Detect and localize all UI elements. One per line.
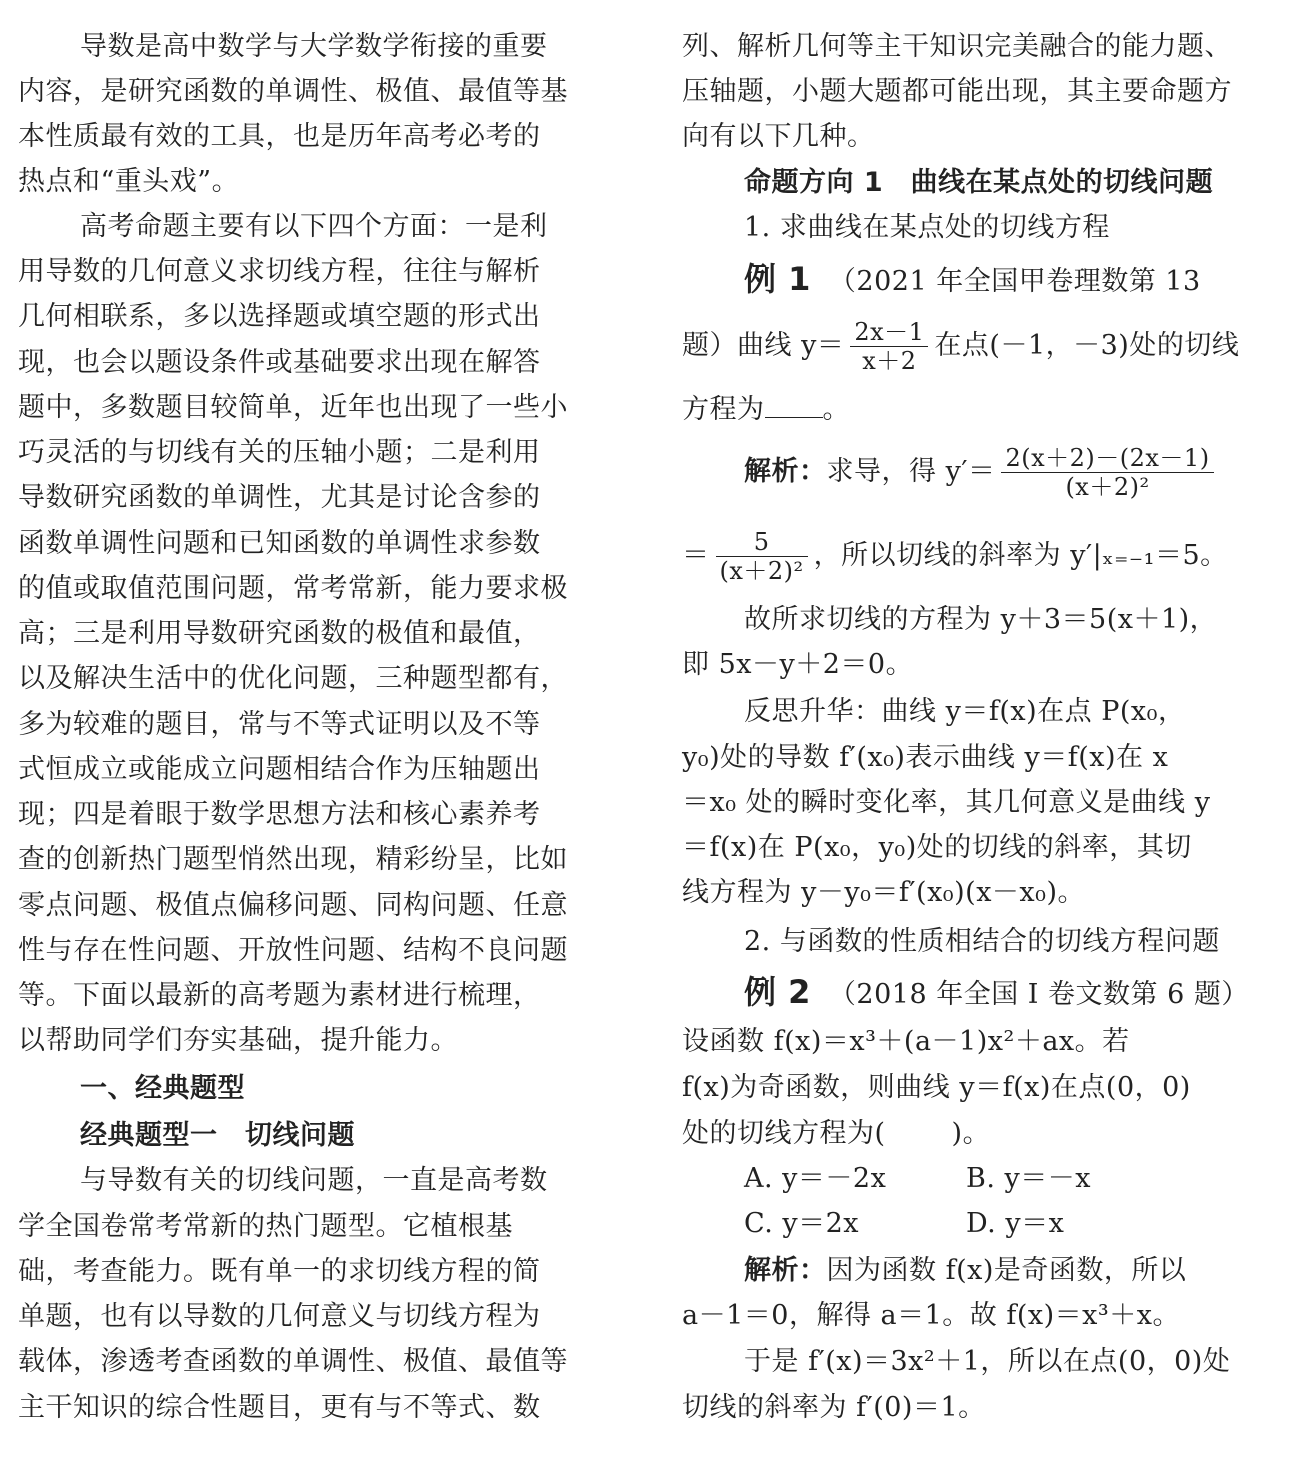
solution-line: 故所求切线的方程为 y＋3＝5(x＋1)， (744, 604, 1218, 635)
paragraph-line: 导数研究函数的单调性，尤其是讨论含参的 (18, 482, 541, 513)
option-a: A. y＝－2x (744, 1163, 887, 1194)
question-text: 方程为 (682, 394, 765, 425)
denominator: (x＋2)² (719, 557, 804, 585)
example-label: 例 2 (744, 973, 811, 1011)
paragraph-line: 载体，渗透考查函数的单调性、极值、最值等 (18, 1346, 568, 1377)
reflection-line: y₀)处的导数 f′(x₀)表示曲线 y＝f(x)在 x (682, 742, 1169, 773)
fraction (1001, 444, 1213, 501)
subsection-heading: 经典题型一 切线问题 (80, 1120, 355, 1151)
example-label: 例 1 (744, 260, 811, 298)
paragraph-line: 主干知识的综合性题目，更有与不等式、数 (18, 1392, 541, 1423)
paragraph-line: 向有以下几种。 (682, 121, 875, 152)
paragraph-line: 础，考查能力。既有单一的求切线方程的简 (18, 1256, 541, 1287)
paragraph-line: 的值或取值范围问题，常考常新，能力要求极 (18, 573, 568, 604)
option-b: B. y＝－x (966, 1163, 1091, 1194)
options-row (744, 1162, 1282, 1196)
paragraph-line: 等。下面以最新的高考题为素材进行梳理， (18, 980, 541, 1011)
question-text: 在点(－1，－3)处的切线 (934, 330, 1240, 361)
fraction (850, 318, 928, 375)
question-line (682, 1117, 1282, 1151)
option-d: D. y＝x (966, 1208, 1065, 1239)
question-line: f(x)为奇函数，则曲线 y＝f(x)在点(0，0) (682, 1072, 1191, 1103)
paragraph-line: 以及解决生活中的优化问题，三种题型都有， (18, 663, 568, 694)
paragraph-line: 本性质最有效的工具，也是历年高考必考的 (18, 121, 541, 152)
solution-text: ＝ (682, 540, 710, 571)
reflection-label: 反思升华： (744, 696, 882, 727)
reflection-line: 线方程为 y－y₀＝f′(x₀)(x－x₀)。 (682, 877, 1085, 908)
solution-line: 即 5x－y＋2＝0。 (682, 649, 914, 680)
paragraph-line: 函数单调性问题和已知函数的单调性求参数 (18, 528, 541, 559)
section-heading: 一、经典题型 (80, 1073, 245, 1104)
paragraph-line: 用导数的几何意义求切线方程，往往与解析 (18, 256, 541, 287)
paragraph-line: 式恒成立或能成立问题相结合作为压轴题出 (18, 754, 541, 785)
reflection-line (744, 695, 1282, 729)
paragraph-line: 题中，多数题目较简单，近年也出现了一些小 (18, 392, 568, 423)
reflection-line: ＝x₀ 处的瞬时变化率，其几何意义是曲线 y (682, 787, 1211, 818)
numerator: 2x－1 (850, 318, 928, 347)
solution-label: 解析： (744, 456, 827, 487)
example-1-question (682, 314, 1282, 378)
numerator: 5 (716, 528, 808, 557)
paragraph-line: 巧灵活的与切线有关的压轴小题；二是利用 (18, 437, 541, 468)
reflection-line: ＝f(x)在 P(x₀，y₀)处的切线的斜率，其切 (682, 832, 1192, 863)
denominator: (x＋2)² (1065, 473, 1150, 501)
answer-blank (765, 395, 823, 418)
paragraph-line: 高考命题主要有以下四个方面：一是利 (80, 211, 548, 242)
paragraph-line: 现，也会以题设条件或基础要求出现在解答 (18, 347, 541, 378)
solution-text: ，所以切线的斜率为 y′|ₓ₌₋₁＝5。 (813, 540, 1228, 571)
reflection-text: 曲线 y＝f(x)在点 P(x₀， (881, 696, 1186, 727)
paragraph-line: 以帮助同学们夯实基础，提升能力。 (18, 1025, 458, 1056)
paragraph-line: 压轴题，小题大题都可能出现，其主要命题方 (682, 76, 1232, 107)
example-source: （2021 年全国甲卷理数第 13 (828, 266, 1201, 297)
question-text: )。 (951, 1118, 991, 1149)
denominator: x＋2 (862, 347, 917, 375)
paragraph-line: 几何相联系，多以选择题或填空题的形式出 (18, 301, 541, 332)
option-c: C. y＝2x (744, 1208, 860, 1239)
sub-heading: 2. 与函数的性质相结合的切线方程问题 (744, 926, 1220, 957)
solution-text: 求导，得 y′＝ (826, 456, 996, 487)
example-1-solution (744, 440, 1282, 504)
paragraph-line: 学全国卷常考常新的热门题型。它植根基 (18, 1211, 513, 1242)
options-row (744, 1207, 1282, 1241)
example-1-question-end (682, 393, 1282, 427)
sub-heading: 1. 求曲线在某点处的切线方程 (744, 212, 1110, 243)
paragraph-line: 导数是高中数学与大学数学衔接的重要 (80, 31, 548, 62)
paragraph-line: 查的创新热门题型悄然出现，精彩纷呈，比如 (18, 844, 568, 875)
paragraph-line: 列、解析几何等主干知识完美融合的能力题、 (682, 31, 1232, 62)
direction-heading: 命题方向 1 曲线在某点处的切线问题 (744, 167, 1214, 198)
paragraph-line: 零点问题、极值点偏移问题、同构问题、任意 (18, 890, 568, 921)
numerator: 2(x＋2)－(2x－1) (1001, 444, 1213, 473)
paragraph-line: 性与存在性问题、开放性问题、结构不良问题 (18, 935, 568, 966)
example-source: （2018 年全国 Ⅰ 卷文数第 6 题） (828, 979, 1249, 1010)
solution-line: 于是 f′(x)＝3x²＋1，所以在点(0，0)处 (744, 1346, 1231, 1377)
solution-text: 因为函数 f(x)是奇函数，所以 (826, 1255, 1187, 1286)
question-text: 处的切线方程为( (682, 1118, 886, 1149)
solution-line: a－1＝0，解得 a＝1。故 f(x)＝x³＋x。 (682, 1300, 1180, 1331)
solution-line (744, 1254, 1282, 1288)
paragraph-line: 现；四是着眼于数学思想方法和核心素养考 (18, 799, 541, 830)
paragraph-line: 内容，是研究函数的单调性、极值、最值等基 (18, 76, 568, 107)
paragraph-line: 多为较难的题目，常与不等式证明以及不等 (18, 709, 541, 740)
paragraph-line: 热点和“重头戏”。 (18, 166, 240, 197)
example-1-header (744, 262, 1282, 299)
example-2-header (744, 975, 1282, 1012)
question-text: 题）曲线 y＝ (682, 330, 845, 361)
paragraph-line: 单题，也有以导数的几何意义与切线方程为 (18, 1301, 541, 1332)
example-1-solution (682, 524, 1282, 588)
solution-label: 解析： (744, 1255, 827, 1286)
paragraph-line: 高；三是利用导数研究函数的极值和最值， (18, 618, 541, 649)
question-text: 。 (822, 394, 850, 425)
question-line: 设函数 f(x)＝x³＋(a－1)x²＋ax。若 (682, 1026, 1130, 1057)
solution-line: 切线的斜率为 f′(0)＝1。 (682, 1392, 986, 1423)
paragraph-line: 与导数有关的切线问题，一直是高考数 (80, 1165, 548, 1196)
fraction (716, 528, 808, 585)
